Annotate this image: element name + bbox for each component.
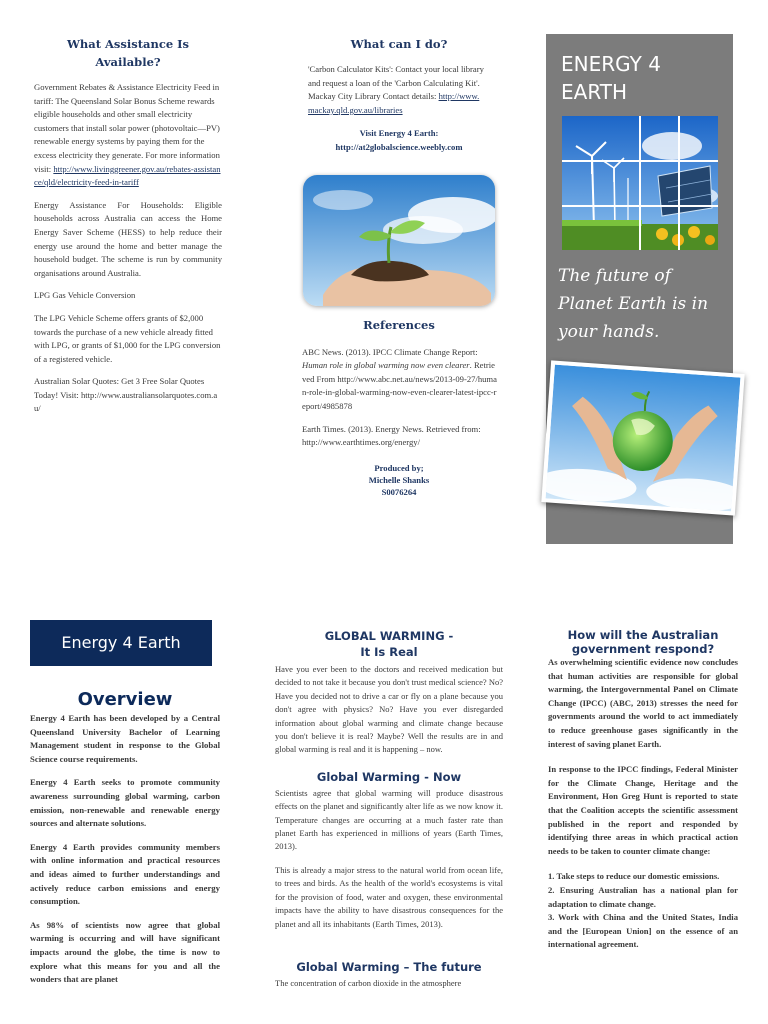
cover-tagline: The future of Planet Earth is in your hands. [558,266,709,342]
global-warming-heading-line1: GLOBAL WARMING - [324,629,454,643]
lpg-heading: LPG Gas Vehicle Conversion [34,290,136,301]
visit-label: Visit Energy 4 Earth: [359,128,439,139]
library-link[interactable]: http://www.mackay.qld.gov.au/libraries [308,91,480,115]
overview-paragraph-4: As 98% of scientists now agree that global warming is occurring and will have significant impacts around the globe, the time is now to explore what this means for you and all the wonders that are planet [30,919,220,985]
energy-assistance-paragraph: Energy Assistance For Households: Eligible households across Australia can access the Home Energy Saver Scheme (HESS) to help reduce their energy use around the home and better manage the household budget. The scheme is run by community organisations around Australia. [34,199,222,278]
assistance-panel [34,35,222,416]
reference-abc-author: ABC News. (2013). IPCC Climate Change Report: [302,346,478,357]
credits [300,462,498,498]
reference-earth-times: Earth Times. (2013). Energy News. Retrieved from: http://www.earthtimes.org/energy/ [302,423,481,448]
global-warming-intro: Have you ever been to the doctors and received medication but decided to not take it because you don't trust medical science? No? Have you decided not to drive a car or fly on a plane because you don't agree with physics? No? Have you ever disregarded information about global warming and climate change because you don't believe it is real? Maybe? Well the results are in and global warming is real and it is happening – now. [275,664,503,755]
solar-quotes-text: Australian Solar Quotes: Get 3 Free Solar Quotes Today! Visit: [34,376,205,400]
energy-collage-image [562,116,718,250]
overview-heading: Overview [77,689,173,710]
seedling-image-svg [303,175,495,306]
references-heading: References [363,317,435,332]
what-can-i-do-heading: What can I do? [350,37,448,51]
produced-by-label: Produced by; [374,462,424,473]
author-name: Michelle Shanks [368,474,430,485]
overview-paragraph-1: Energy 4 Earth has been developed by a Central Queensland University Bachelor of Learning Management student in response to the Global Science course requirements. [30,713,220,764]
reference-abc-title: Human role in global warming now even clearer [302,360,470,371]
visit-link[interactable]: http://at2globalscience.weebly.com [335,141,463,152]
cover-title: ENERGY 4 EARTH [561,52,661,104]
reference-abc [300,346,498,414]
global-warming-now-heading: Global Warming - Now [316,769,462,784]
global-warming-heading-line2: It Is Real [360,645,418,659]
carbon-kits-paragraph [300,63,498,117]
lpg-paragraph: The LPG Vehicle Scheme offers grants of $2,000 towards the purchase of a new vehicle already fitted with LPG, or grants of $1,000 for the LPG conversion of a registered vehicle. [34,312,221,364]
government-response-heading: How will the Australian government respond? [567,628,719,656]
globe-in-hands-image [541,360,744,515]
brand-banner-text: Energy 4 Earth [61,633,181,652]
carbon-kits-text: 'Carbon Calculator Kits': Contact your local library and request a loan of the 'Carbon Calculating Kit'. Mackay City Library Contact details: [308,64,484,102]
solar-quotes-paragraph [34,375,222,416]
rebates-text: Government Rebates & Assistance Electricity Feed in tariff: The Queensland Solar Bonus Scheme rewards eligible households and other small electricity customers that install solar power (photovoltaic—PV) renewable energy systems by paying them for the excess electricity they generate. For more information visit: [34,82,220,174]
global-warming-now-paragraph-2: This is already a major stress to the natural world from ocean life, to trees and birds. As the health of the world's ecosystems is vital for the provision of food, water and oxygen, these environmental impacts have the ability to have disastrous consequences for the planet and all its inhabitants (Earth Times, 2013). [275,864,503,929]
government-response-panel [548,628,738,952]
government-response-paragraph-2: In response to the IPCC findings, Federal Minister for the Climate Change, Heritage and the Environment, Hon Greg Hunt is reported to state that the Coalition accepts the scientific assessment published in the report and responded by identifying three areas in which practical action needs to be taken to counter climate change: [548,764,738,856]
assistance-heading: What Assistance Is Available? [66,37,190,69]
government-response-paragraph-1: As overwhelming scientific evidence now concludes that human activities are responsible for global warming, the Intergovernmental Panel on Climate Change (IPCC) (ABC, 2013) stresses the need for governments around the world to act immediately to reduce greenhouse gases significantly in the interest of saving planet Earth. [548,657,738,749]
seedling-in-hands-image [303,175,495,306]
what-can-i-do-panel [300,35,498,498]
action-item-2: 2. Ensuring Australian has a national plan for adaptation to climate change. [548,884,738,909]
student-id: S0076264 [381,486,417,497]
globe-image-svg [546,365,741,512]
global-warming-future-paragraph: The concentration of carbon dioxide in the atmosphere [275,977,462,988]
global-warming-panel [275,628,503,990]
overview-paragraph-3: Energy 4 Earth provides community members with online information and practical resources and ideas aimed to further understandings and actively reduce carbon emissions and energy consumption. [30,841,220,907]
brand-banner [30,620,212,666]
global-warming-now-paragraph-1: Scientists agree that global warming will produce disastrous effects on the planet and significantly alter life as we now know it. Temperature changes are occurring at a much faster rate than planet Earth has experienced in millions of years (Earth Times, 2013). [275,787,503,852]
overview-paragraph-2: Energy 4 Earth seeks to promote community awareness surrounding global warming, carbon emission, non-renewable and renewable energy sources and alternate solutions. [30,777,220,829]
overview-panel [30,620,220,987]
reference-abc-source: . Retrieved From http://www.abc.net.au/news/2013-09-27/human-role-in-global-warming-now-even-clearer-latest-ipcc-report/4985878 [302,360,497,411]
energy-collage-svg [562,116,718,250]
global-warming-future-heading: Global Warming – The future [296,959,482,974]
action-item-3: 3. Work with China and the United States, India and the [European Union] on the essence of an international agreement. [548,912,738,950]
action-item-1: 1. Take steps to reduce our domestic emissions. [548,871,720,882]
rebates-paragraph [34,81,222,190]
solar-quotes-link[interactable]: http://www.australiansolarquotes.com.au/ [34,389,218,414]
rebates-link[interactable]: http://www.livinggreener.gov.au/rebates-assistance/qld/electricity-feed-in-tariff [34,163,221,188]
global-warming-heading [275,628,503,660]
